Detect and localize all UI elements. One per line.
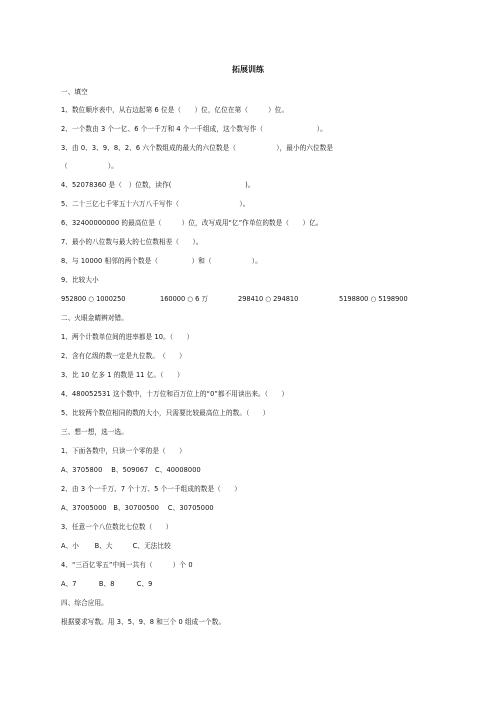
- question-text: 3、比 10 亿多 1 的数是 11 亿。（ ）: [61, 371, 184, 379]
- question-text: 3、由 0、3、9、8、2、6 六个数组成的最大的六位数是（ ），最小的六位数是: [61, 144, 334, 152]
- question-text: 1、数位顺序表中，从右边起第 6 位是（ ）位，亿位在第（ ）位。: [61, 106, 289, 114]
- question-text: 4、480052531 这个数中，十万位和百万位上的“0”都不用读出来。（ ）: [61, 390, 289, 398]
- answer-options: A、37005000 B、30700500 C、30705000: [61, 504, 214, 512]
- question-text: 4、52078360 是（ ）位数，读作( )。: [61, 181, 255, 189]
- section-heading-choice: 三、想一想，选一选。: [61, 428, 128, 436]
- question-text: 2、一个数由 3 个一亿、6 个一千万和 4 个一千组成，这个数写作（ ）。: [61, 125, 327, 133]
- section-heading-true-false: 二、火眼金睛辨对错。: [61, 314, 128, 322]
- answer-options: A、小 B、大 C、无法比较: [61, 542, 171, 550]
- question-text: 1、下面各数中，只读一个零的是（ ）: [61, 447, 186, 455]
- question-text: 8、与 10000 相邻的两个数是（ ）和（ ）。: [61, 257, 262, 265]
- question-text: 9、比较大小: [61, 276, 99, 284]
- question-text: 根据要求写数。用 3、5、9、8 和三个 0 组成一个数。: [61, 618, 226, 626]
- question-text: 5、比较两个数位相同的数的大小，只需要比较最高位上的数。（ ）: [61, 409, 270, 417]
- question-text: 2、含有亿级的数一定是九位数。 （ ）: [61, 352, 186, 360]
- question-text: 7、最小的八位数与最大的七位数相差（ ）。: [61, 238, 203, 246]
- question-text: 6、32400000000 的最高位是（ ）位，改写成用“亿”作单位的数是（ ）亿。: [61, 219, 323, 227]
- compare-item: 5198800 ○ 5198900: [339, 295, 408, 303]
- compare-item: 160000 ○ 6 万: [160, 295, 209, 303]
- compare-item: 952800 ○ 1000250: [61, 295, 126, 303]
- page-title: 拓展训练: [232, 65, 264, 74]
- section-heading-application: 四、综合应用。: [61, 599, 108, 607]
- question-text: 5、二十三亿七千零五十六万八千写作（ ）。: [61, 200, 250, 208]
- compare-item: 298410 ○ 294810: [238, 295, 299, 303]
- question-text: 2、由 3 个一千万、7 个十万、5 个一千组成的数是（ ）: [61, 485, 241, 493]
- section-heading-fill-in: 一、填空: [61, 88, 88, 96]
- question-text: 3、任意一个八位数比七位数（ ）: [61, 523, 173, 531]
- answer-options: A、3705800 B、509067 C、40008000: [61, 466, 201, 474]
- answer-options: A、7 B、8 C、9: [61, 580, 153, 588]
- question-text: 1、两个计数单位间的进率都是 10。（ ）: [61, 333, 194, 341]
- question-text: （ ）。: [61, 162, 118, 170]
- question-text: 4、“三百亿零五”中间一共有（ ）个 0: [61, 561, 193, 569]
